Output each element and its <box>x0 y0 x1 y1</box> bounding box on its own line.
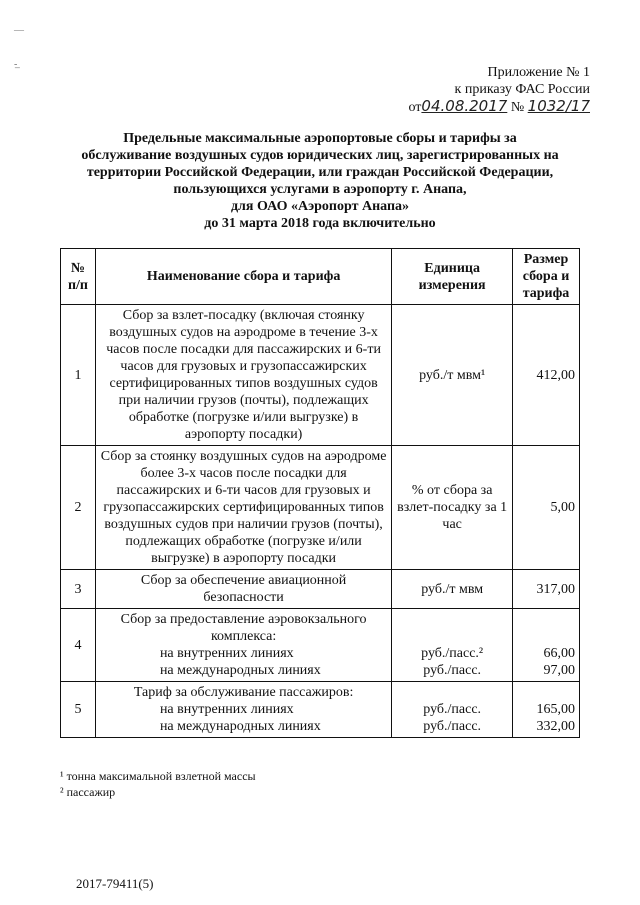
row-unit-group <box>392 609 513 682</box>
row-unit-group <box>392 682 513 738</box>
row-sub-domestic: на внутренних линиях <box>159 646 294 661</box>
document-registration-number: 2017-79411(5) <box>76 876 154 891</box>
table-row <box>61 570 580 609</box>
row-unit-international: руб./пасс. <box>423 719 482 734</box>
appendix-date-number <box>390 98 590 116</box>
row-num: 3 <box>61 570 96 609</box>
row-value-international: 97,00 <box>543 663 575 678</box>
appendix-block <box>390 64 590 116</box>
row-value: 412,00 <box>513 305 580 446</box>
row-value-domestic: 66,00 <box>543 646 575 661</box>
row-num: 4 <box>61 609 96 682</box>
table-row <box>61 682 580 738</box>
document-title <box>50 130 590 232</box>
row-value-international: 332,00 <box>536 719 575 734</box>
number-prefix: № <box>510 100 525 115</box>
title-line: территории Российской Федерации, или граждан Российской Федерации, <box>86 165 554 180</box>
row-value-domestic: 165,00 <box>536 702 575 717</box>
row-value-group <box>513 609 580 682</box>
row-value: 5,00 <box>513 446 580 570</box>
row-sub-international: на международных линиях <box>159 663 321 678</box>
title-line: до 31 марта 2018 года включительно <box>204 216 436 231</box>
row-unit-international: руб./пасс. <box>423 663 482 678</box>
row-num: 5 <box>61 682 96 738</box>
tariffs-table <box>60 248 580 738</box>
handwritten-date: 04.08.2017 <box>421 97 508 115</box>
title-line: Предельные максимальные аэропортовые сборы и тарифы за <box>123 131 517 146</box>
header-unit: Единица измерения <box>392 249 513 305</box>
margin-dash: -̲ <box>14 59 18 70</box>
title-line: пользующихся услугами в аэропорту г. Анапа, <box>173 182 467 197</box>
row-sub-domestic: на внутренних линиях <box>159 702 294 717</box>
row-num: 1 <box>61 305 96 446</box>
row-unit: руб./т мвм <box>392 570 513 609</box>
row-num: 2 <box>61 446 96 570</box>
row-name: Сбор за обеспечение авиационной безопасности <box>95 570 391 609</box>
table-row <box>61 305 580 446</box>
footnote: ¹ тонна максимальной взлетной массы <box>60 769 256 783</box>
row-name: Тариф за обслуживание пассажиров: <box>133 685 354 700</box>
appendix-order-ref: к приказу ФАС России <box>454 82 590 97</box>
title-line: обслуживание воздушных судов юридических лиц, зарегистрированных на <box>81 148 559 163</box>
margin-marks <box>14 14 24 82</box>
handwritten-number: 1032/17 <box>527 97 590 115</box>
row-name-group <box>95 609 391 682</box>
row-name: Сбор за предоставление аэровокзального комплекса: <box>120 612 367 644</box>
row-unit: % от сбора за взлет-посадку за 1 час <box>392 446 513 570</box>
row-unit-domestic: руб./пасс. <box>423 702 482 717</box>
row-name: Сбор за стоянку воздушных судов на аэродроме более 3-х часов после посадки для пассажирских и 6-ти часов для грузовых и грузопассажирских сертифицированных типов воздушных судов при наличии грузов (почты), подлежащих обработке (погрузке и/или выгрузке) в аэропорту посадки <box>95 446 391 570</box>
header-num: № п/п <box>61 249 96 305</box>
row-sub-international: на международных линиях <box>159 719 321 734</box>
footnote: ² пассажир <box>60 785 116 799</box>
title-line: для ОАО «Аэропорт Анапа» <box>230 199 410 214</box>
date-prefix: от <box>408 100 422 115</box>
row-name: Сбор за взлет-посадку (включая стоянку воздушных судов на аэродроме в течение 3-х часов после посадки для пассажирских и 6-ти часов для грузовых и грузопассажирских сертифицированных типов воздушных судов при наличии грузов (почты), подлежащих обработке (погрузке и/или выгрузке) в аэропорту посадки) <box>95 305 391 446</box>
header-name: Наименование сбора и тарифа <box>95 249 391 305</box>
table-header-row <box>61 249 580 305</box>
table-row <box>61 446 580 570</box>
row-value: 317,00 <box>513 570 580 609</box>
appendix-title: Приложение № 1 <box>487 65 590 80</box>
row-unit-domestic: руб./пасс.² <box>421 646 484 661</box>
header-value: Размер сбора и тарифа <box>513 249 580 305</box>
row-unit: руб./т мвм¹ <box>392 305 513 446</box>
row-value-group <box>513 682 580 738</box>
row-name-group <box>95 682 391 738</box>
table-row <box>61 609 580 682</box>
margin-dash: — <box>14 25 24 36</box>
footnotes <box>60 768 256 800</box>
